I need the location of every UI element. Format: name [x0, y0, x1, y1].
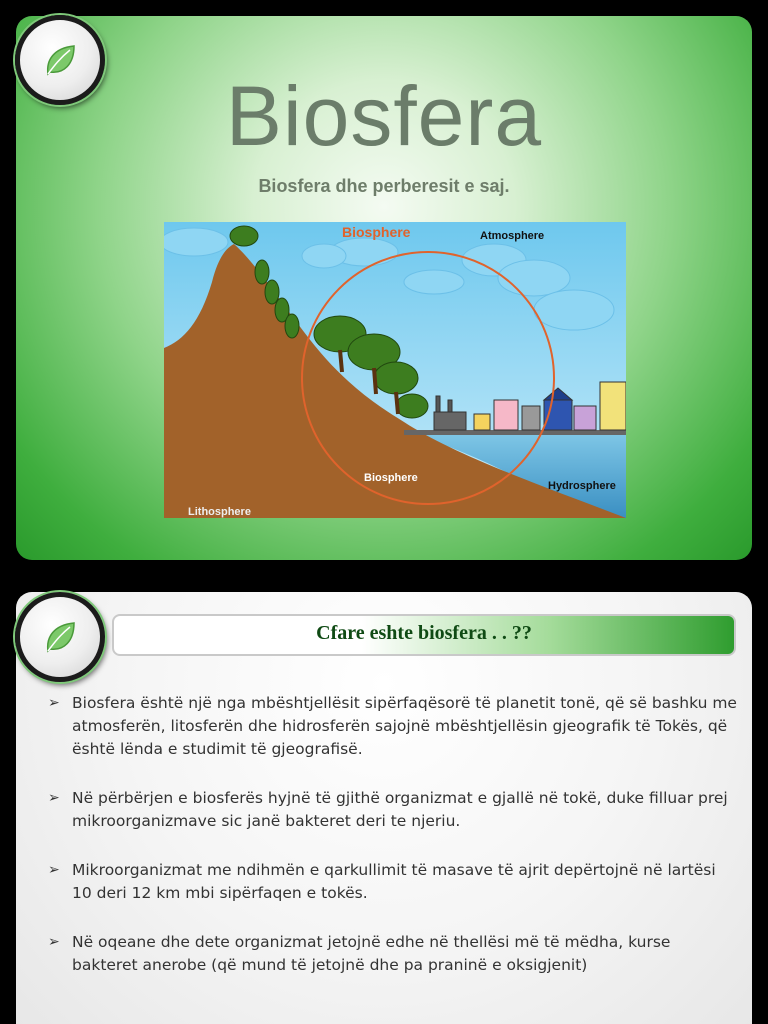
biosphere-diagram: [164, 222, 626, 518]
label-biosphere-center: Biosphere: [364, 472, 418, 484]
arrow-bullet-icon: ➢: [48, 934, 60, 950]
slide-1-badge: [15, 15, 105, 105]
slide-1: [16, 16, 752, 560]
bullet-text: Në përbërjen e biosferës hyjnë të gjithë organizmat e gjallë në tokë, duke filluar prej mikroorganizmave sic janë bakteret deri te njeriu.: [72, 789, 728, 830]
bullet-list: [48, 692, 738, 1003]
bullet-item: [48, 787, 738, 833]
arrow-bullet-icon: ➢: [48, 790, 60, 806]
slide-2-badge: [15, 592, 105, 682]
bullet-text: Biosfera është një nga mbështjellësit sipërfaqësorë të planetit tonë, që së bashku me atmosferën, litosferën dhe hidrosferën sajojnë mbështjellësin gjeografik të Tokës, që është lënda e studimit të gjeografisë.: [72, 694, 737, 758]
bullet-text: Mikroorganizmat me ndihmën e qarkullimit të masave të ajrit depërtojnë në lartësi 10 deri 12 km mbi sipërfaqen e tokës.: [72, 861, 716, 902]
bullet-item: [48, 859, 738, 905]
arrow-bullet-icon: ➢: [48, 862, 60, 878]
label-hydrosphere: Hydrosphere: [548, 480, 616, 492]
leaf-icon: [42, 619, 78, 655]
bullet-item: [48, 931, 738, 977]
slide-subtitle: Biosfera dhe perberesit e saj.: [258, 176, 510, 196]
label-biosphere-top: Biosphere: [342, 224, 411, 240]
leaf-icon: [42, 42, 78, 78]
slide-title: Biosfera: [225, 69, 543, 163]
slide-heading: Cfare eshte biosfera . . ??: [316, 622, 532, 644]
label-lithosphere: Lithosphere: [188, 506, 251, 518]
bullet-text: Në oqeane dhe dete organizmat jetojnë edhe në thellësi më të mëdha, kurse bakteret anerobe (që mund të jetojnë dhe pa praninë e oksigjenit): [72, 933, 671, 974]
bullet-item: [48, 692, 738, 761]
arrow-bullet-icon: ➢: [48, 695, 60, 711]
label-atmosphere: Atmosphere: [480, 230, 545, 242]
